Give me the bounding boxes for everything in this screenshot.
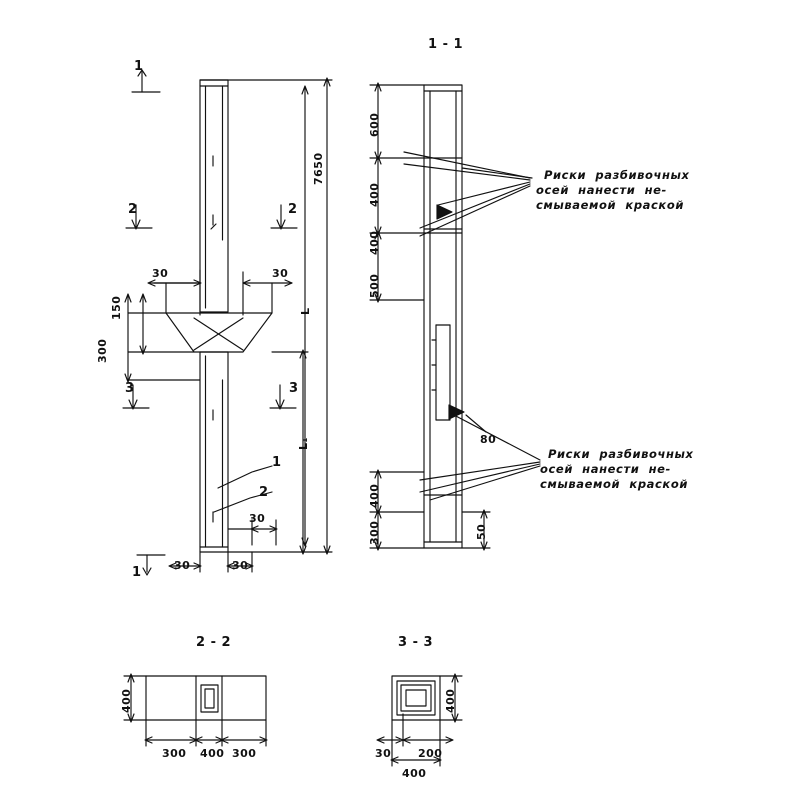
dim-33-400-vertical: 400 xyxy=(444,688,457,713)
dim-33-200: 200 xyxy=(418,747,443,760)
section-1-1-view xyxy=(370,83,540,550)
section-mark-3-left: 3 xyxy=(125,381,135,396)
section-mark-2-right: 2 xyxy=(288,202,298,217)
dim-30-bottom-center: 30 xyxy=(232,559,249,572)
dim-33-400-bottom: 400 xyxy=(402,767,427,780)
dim-150: 150 xyxy=(110,295,123,320)
section-mark-1-top: 1 xyxy=(134,59,144,74)
leader-label-1: 1 xyxy=(272,455,282,470)
dim-300: 300 xyxy=(96,338,109,363)
title-section-3-3: 3 - 3 xyxy=(398,635,434,650)
note-top-line-2: осей нанести не- xyxy=(536,183,667,197)
dim-30-bottom-left: 30 xyxy=(174,559,191,572)
dim-50: 50 xyxy=(475,523,488,540)
note-bottom-line-3: смываемой краской xyxy=(540,477,688,491)
dim-22-400-vertical: 400 xyxy=(120,688,133,713)
section-2-2-view xyxy=(124,674,267,746)
note-top-line-1: Риски разбивочных xyxy=(544,168,690,182)
dim-600: 600 xyxy=(368,112,381,137)
dim-22-400-center: 400 xyxy=(200,747,225,760)
title-section-2-2: 2 - 2 xyxy=(196,635,232,650)
dim-30-top-left: 30 xyxy=(152,267,169,280)
dim-30-bottom-right: 30 xyxy=(249,512,266,525)
dim-L1: L₁ xyxy=(297,437,310,450)
dim-22-300-right: 300 xyxy=(232,747,257,760)
dim-400-b: 400 xyxy=(368,230,381,255)
dim-80: 80 xyxy=(480,433,497,446)
dim-300-s11: 300 xyxy=(368,520,381,545)
elevation-view xyxy=(123,70,332,575)
note-bottom-line-2: осей нанести не- xyxy=(540,462,671,476)
note-bottom-line-1: Риски разбивочных xyxy=(548,447,694,461)
dim-7650: 7650 xyxy=(312,152,325,185)
dim-500: 500 xyxy=(368,273,381,298)
leader-label-2: 2 xyxy=(259,485,269,500)
section-mark-3-right: 3 xyxy=(289,381,299,396)
section-mark-1-bottom: 1 xyxy=(132,565,142,580)
dim-400-a: 400 xyxy=(368,182,381,207)
section-mark-2-left: 2 xyxy=(128,202,138,217)
dim-30-top-right: 30 xyxy=(272,267,289,280)
title-section-1-1: 1 - 1 xyxy=(428,37,464,52)
note-top-line-3: смываемой краской xyxy=(536,198,684,212)
dim-400-c: 400 xyxy=(368,483,381,508)
dim-22-300-left: 300 xyxy=(162,747,187,760)
dim-33-30: 30 xyxy=(375,747,392,760)
dim-L: L xyxy=(299,307,312,315)
